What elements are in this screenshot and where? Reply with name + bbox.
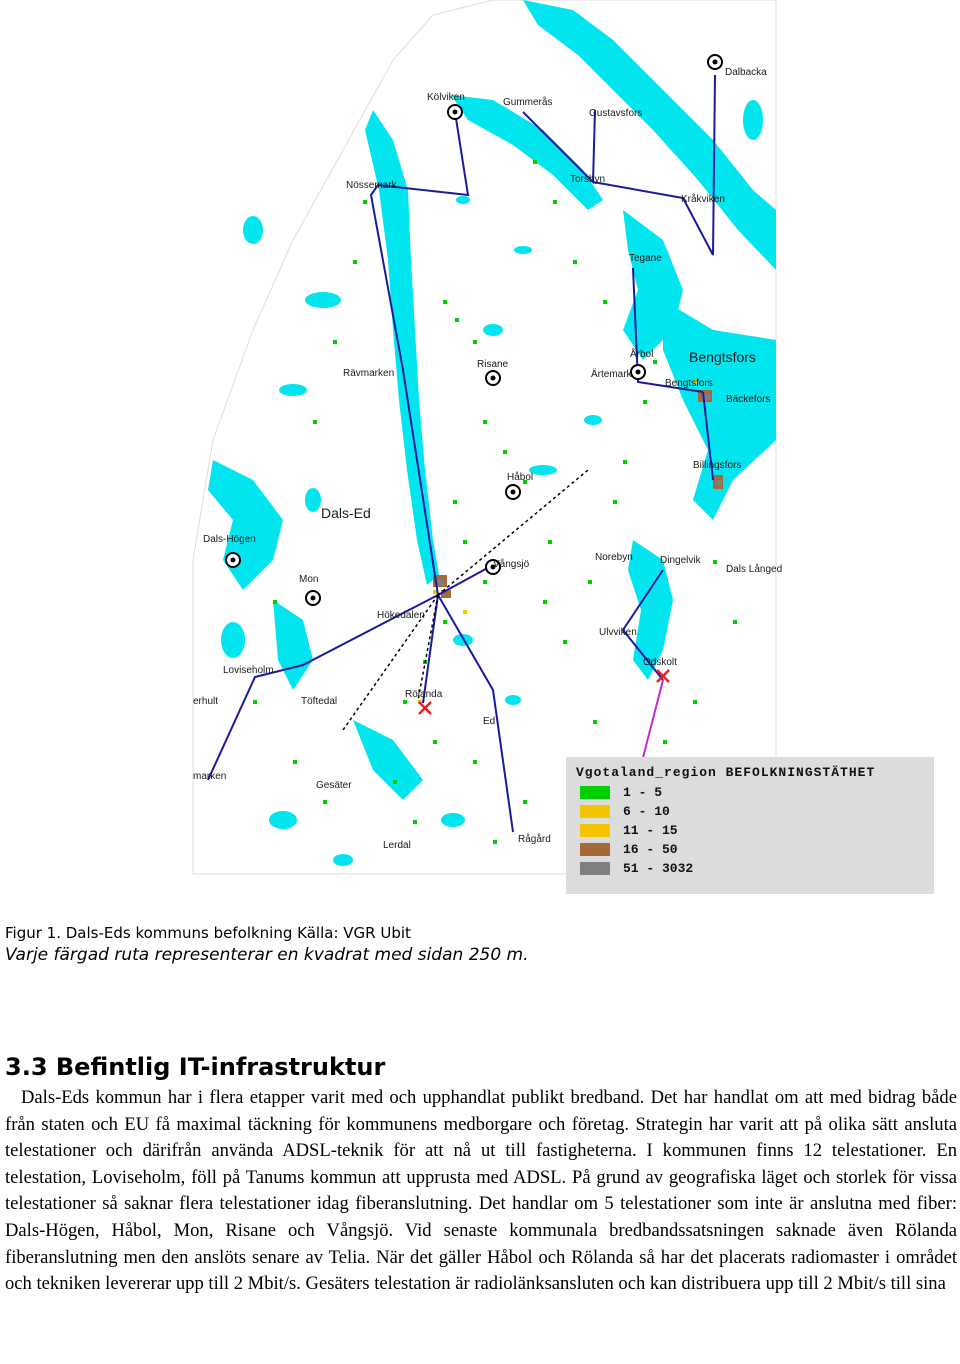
place-label: Nössemark [346, 180, 397, 191]
place-label: Gustavsfors [589, 108, 643, 119]
legend-item [580, 804, 780, 820]
legend-swatch [580, 824, 610, 837]
place-label: Odskolt [643, 657, 677, 668]
place-label: Torsbyn [570, 174, 606, 185]
place-label: Rölanda [405, 689, 443, 700]
figure-caption: Figur 1. Dals-Eds kommuns befolkning Källa: VGR Ubit [5, 924, 411, 942]
legend-swatch [580, 786, 610, 799]
place-label: Håbol [507, 472, 534, 483]
place-label: Rävmarken [343, 368, 395, 379]
place-label: Risane [477, 359, 509, 370]
place-label: Kölviken [427, 92, 465, 103]
place-label: Rågård [518, 834, 551, 845]
population-map [193, 0, 783, 874]
place-label: Årbol [630, 349, 654, 360]
legend-label: 51 - 3032 [623, 861, 694, 876]
place-label: Gummerås [503, 97, 553, 108]
place-label: Bengtsfors [689, 349, 756, 365]
legend-swatch [580, 805, 610, 818]
legend-item [580, 842, 780, 858]
figure-caption-note: Varje färgad ruta representerar en kvadrat med sidan 250 m. [5, 945, 529, 965]
place-label: Ed [483, 716, 496, 727]
legend-label: 11 - 15 [623, 823, 678, 838]
legend-title: Vgotaland_region BEFOLKNINGSTÄTHET [576, 765, 876, 780]
place-label: Dals-Ed [321, 505, 371, 521]
place-label: Mon [299, 574, 319, 585]
place-label: marken [193, 771, 227, 782]
place-label: Vångsjö [493, 559, 530, 570]
place-label: Kråkviken [681, 194, 725, 205]
place-label: erhult [193, 696, 219, 707]
legend-label: 16 - 50 [623, 842, 678, 857]
place-label: Hökedalen [377, 610, 425, 621]
place-label: Dingelvik [660, 555, 701, 566]
place-label: Billingsfors [693, 460, 742, 471]
legend-item [580, 785, 780, 801]
body-paragraph: Dals-Eds kommun har i flera etapper varit med och upphandlat publikt bredband. Det har handlat om att med bidrag både från staten och EU få maximal täckning för kommunens medborgare och företag. Strategin har varit att på olika sätt ansluta telestationer och därifrån använda ADSL-teknik för att nå ut till fastigheterna. I kommunen finns 12 telestationer. En telestation, Loviseholm, föll på Tanums kommun att upprusta med ADSL. På grund av geografiska läget och storlek för vissa telestationer så saknar flera telestationer idag fiberanslutning. Det handlar om 5 telestationer som inte är anslutna med fiber: Dals-Högen, Håbol, Mon, Risane och Vångsjö. Vid senaste kommunala bredbandssatsningen saknade även Rölanda fiberanslutning men den anslöts senare av Telia. När det gäller Håbol och Rölanda så har det placerats radiomaster i området och tekniken levererar upp till 2 Mbit/s. Gesäters telestation är radiolänksansluten och kan distribuera upp till 2 Mbit/s till sina [5, 1087, 957, 1295]
place-label: Tegane [629, 253, 662, 264]
place-label: Dalbacka [725, 67, 767, 78]
place-label: Ulvviken [599, 627, 637, 638]
place-label: Gesäter [316, 780, 352, 791]
legend-label: 6 - 10 [623, 804, 670, 819]
legend-swatch [580, 862, 610, 875]
place-label: Lerdal [383, 840, 411, 851]
legend-item [580, 823, 780, 839]
legend-label: 1 - 5 [623, 785, 663, 800]
place-label: Loviseholm [223, 665, 274, 676]
map-canvas [193, 0, 783, 874]
place-label: Dals Långed [726, 564, 783, 575]
place-label: Töftedal [301, 696, 338, 707]
section-heading: 3.3 Befintlig IT-infrastruktur [5, 1053, 386, 1081]
place-label: Bengtsfors [665, 378, 713, 389]
map-legend [566, 757, 934, 894]
legend-swatch [580, 843, 610, 856]
place-label: Ärtemark [591, 369, 632, 380]
legend-item [580, 861, 780, 877]
place-label: Dals-Högen [203, 534, 256, 545]
place-label: Norebyn [595, 552, 633, 563]
place-label: Bäckefors [726, 394, 771, 405]
